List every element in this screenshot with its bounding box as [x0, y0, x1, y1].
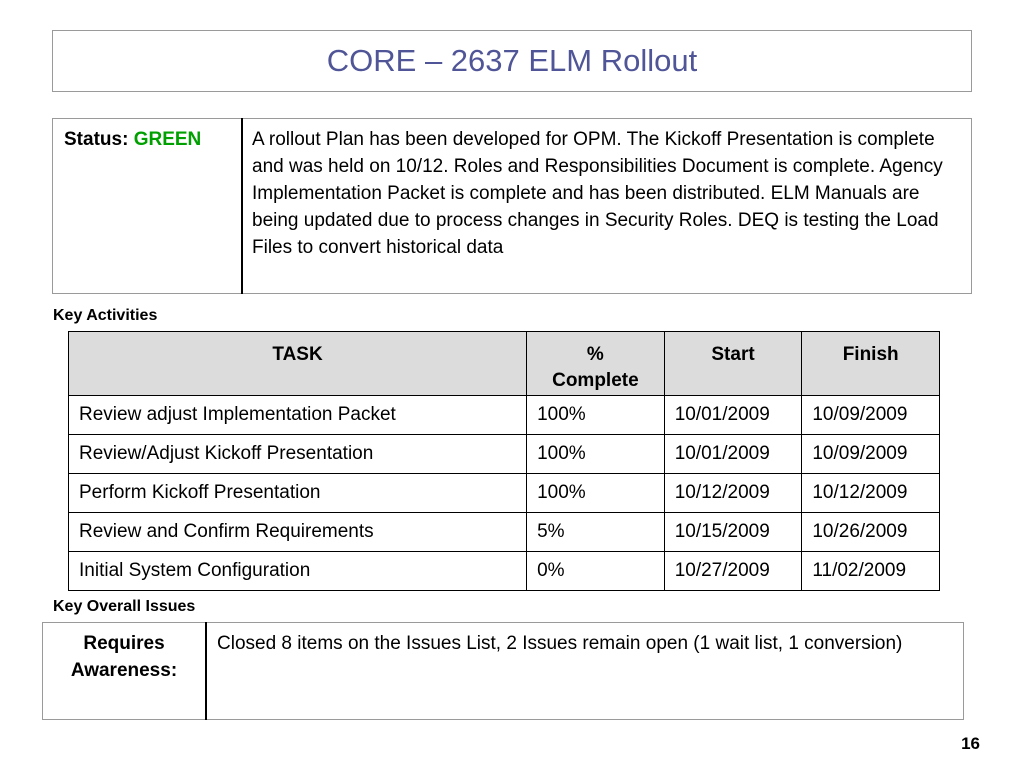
key-activities-heading: Key Activities	[53, 307, 158, 324]
status-value: GREEN	[133, 129, 202, 150]
issues-label-cell	[43, 623, 207, 720]
issues-row	[43, 623, 964, 720]
start-cell: 10/01/2009	[664, 435, 802, 474]
finish-cell: 10/12/2009	[802, 474, 940, 513]
column-header-pct-symbol: %	[586, 344, 604, 365]
task-cell: Perform Kickoff Presentation	[69, 474, 527, 513]
table-header-row	[69, 332, 940, 396]
task-cell: Initial System Configuration	[69, 552, 527, 591]
finish-cell: 10/09/2009	[802, 435, 940, 474]
title-box	[52, 30, 972, 92]
status-table	[52, 118, 972, 294]
task-cell: Review/Adjust Kickoff Presentation	[69, 435, 527, 474]
start-cell: 10/27/2009	[664, 552, 802, 591]
percent-cell: 0%	[527, 552, 665, 591]
table-row	[69, 552, 940, 591]
percent-cell: 100%	[527, 474, 665, 513]
column-header-task: TASK	[69, 332, 527, 396]
issues-label-line1: Requires	[83, 633, 165, 654]
start-cell: 10/01/2009	[664, 396, 802, 435]
issues-label-line2: Awareness:	[70, 660, 178, 681]
table-row	[69, 513, 940, 552]
status-label: Status:	[64, 129, 129, 150]
status-description: A rollout Plan has been developed for OPM. The Kickoff Presentation is complete and was held on 10/12. Roles and Responsibilities Document is complete. Agency Implementation Packet is complete and has been distributed. ELM Manuals are being updated due to process changes in Security Roles. DEQ is testing the Load Files to convert historical data	[242, 119, 972, 294]
start-cell: 10/15/2009	[664, 513, 802, 552]
page-title: CORE – 2637 ELM Rollout	[326, 43, 698, 78]
percent-cell: 5%	[527, 513, 665, 552]
task-cell: Review adjust Implementation Packet	[69, 396, 527, 435]
start-cell: 10/12/2009	[664, 474, 802, 513]
percent-cell: 100%	[527, 435, 665, 474]
column-header-start: Start	[664, 332, 802, 396]
table-row	[69, 435, 940, 474]
status-row	[53, 119, 972, 294]
finish-cell: 10/09/2009	[802, 396, 940, 435]
table-row	[69, 396, 940, 435]
status-label-cell	[53, 119, 243, 294]
column-header-percent-complete	[527, 332, 665, 396]
issues-table	[42, 622, 964, 720]
finish-cell: 11/02/2009	[802, 552, 940, 591]
page-number: 16	[961, 734, 980, 753]
key-overall-issues-heading: Key Overall Issues	[53, 598, 196, 615]
column-header-pct-word: Complete	[552, 370, 639, 391]
finish-cell: 10/26/2009	[802, 513, 940, 552]
task-cell: Review and Confirm Requirements	[69, 513, 527, 552]
issues-description: Closed 8 items on the Issues List, 2 Issues remain open (1 wait list, 1 conversion)	[206, 623, 964, 720]
table-row	[69, 474, 940, 513]
key-activities-table	[68, 331, 940, 591]
column-header-finish: Finish	[802, 332, 940, 396]
percent-cell: 100%	[527, 396, 665, 435]
